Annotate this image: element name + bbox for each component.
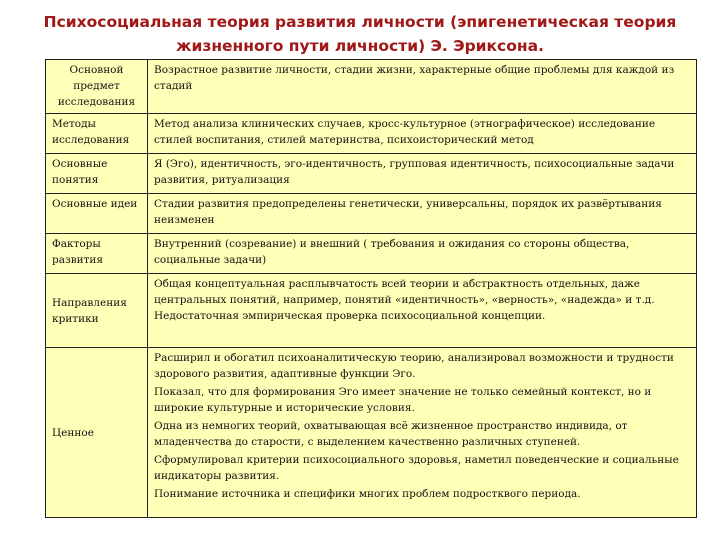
list-item: Расширил и обогатил психоаналитическую теорию, анализировал возможности и трудности здорового развития, адаптивные функции Эго. [154,352,674,380]
row-key: Методы исследования [46,114,148,154]
table-row [46,274,697,348]
row-key: Основной предмет исследования [46,60,148,114]
table-row [46,154,697,194]
table-row [46,114,697,154]
row-value-list [148,348,697,518]
list-item: Одна из немногих теорий, охватывающая всё жизненное пространство индивида, от младенчества до старости, с выделением качественно различных ступеней. [154,420,628,448]
list-item: Показал, что для формирования Эго имеет значение не только семейный контекст, но и широкие культурные и исторические условия. [154,386,652,414]
list-item: Понимание источника и специфики многих проблем подростквого периода. [154,488,581,500]
table-row [46,348,697,518]
row-value: Общая концептуальная расплывчатость всей теории и абстрактность отдельных, даже центральных понятий, например, понятий «идентичность», «верность», «надежда» и т.д. Недостаточная эмпирическая проверка психосоциальной концепции. [148,274,697,348]
row-value: Метод анализа клинических случаев, кросс-культурное (этнографическое) исследование стилей воспитания, стилей материнства, психоисторический метод [148,114,697,154]
row-value: Внутренний (созревание) и внешний ( требования и ожидания со стороны общества, социальные задачи) [148,234,697,274]
row-key: Ценное [46,348,148,518]
list-item: Сформулировал критерии психосоциального здоровья, наметил поведенческие и социальные индикаторы развития. [154,454,679,482]
table-row [46,60,697,114]
row-key: Основные идеи [46,194,148,234]
row-value: Возрастное развитие личности, стадии жизни, характерные общие проблемы для каждой из стадий [148,60,697,114]
row-key: Направления критики [46,274,148,348]
row-value: Я (Эго), идентичность, эго-идентичность, групповая идентичность, психосоциальные задачи развития, ритуализация [148,154,697,194]
page-title: Психосоциальная теория развития личности (эпигенетическая теория жизненного пути личности) Э. Эриксона. [43,13,677,55]
row-key: Факторы развития [46,234,148,274]
row-key: Основные понятия [46,154,148,194]
theory-table [45,59,697,518]
table-row [46,234,697,274]
row-value: Стадии развития предопределены генетически, универсальны, порядок их развёртывания неизменен [148,194,697,234]
table-row [46,194,697,234]
